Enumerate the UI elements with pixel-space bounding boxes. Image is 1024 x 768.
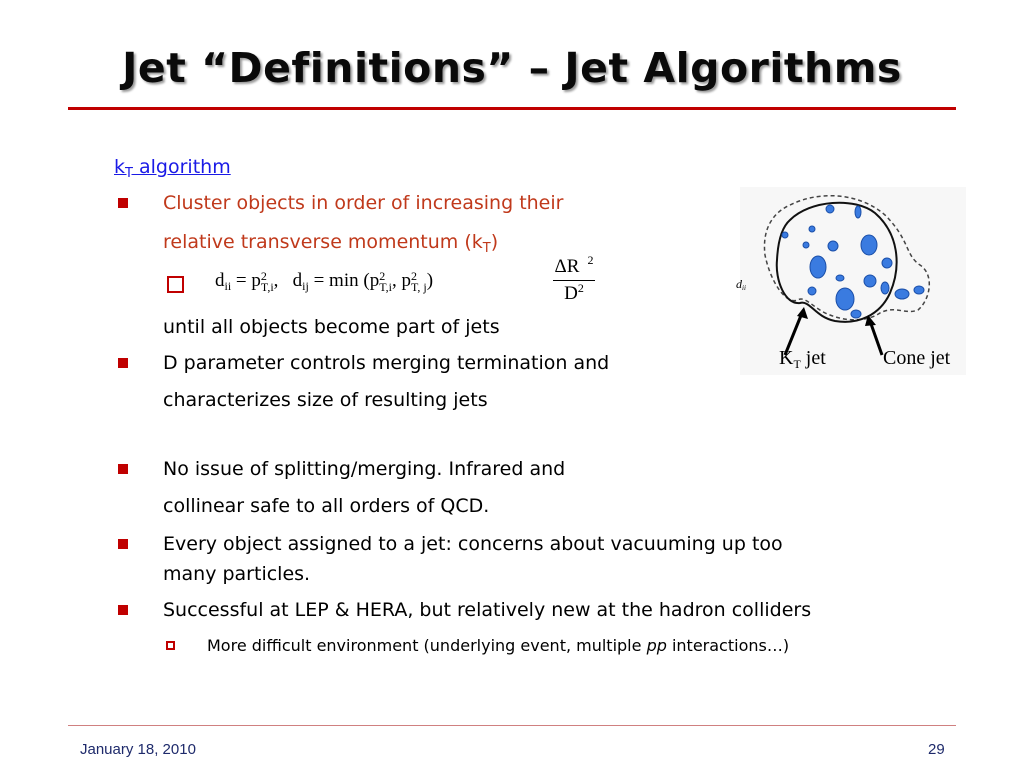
f-den-sup: 2: [577, 281, 584, 295]
f-den: D: [564, 283, 578, 304]
sub-b5-pre: More difficult environment (underlying event, multiple: [207, 636, 647, 655]
bullet-2-marker: [118, 358, 128, 368]
particle: [809, 226, 815, 232]
f-dij-sub: ij: [302, 279, 309, 293]
particle: [808, 287, 816, 295]
particle: [836, 288, 854, 310]
f-eq1: = p: [235, 270, 261, 291]
f-num-sup: 2: [587, 253, 594, 267]
bullet-4-marker: [118, 539, 128, 549]
particle: [826, 205, 834, 213]
sub-b5-em: pp: [646, 636, 667, 655]
bullet-4-line-2: many particles.: [163, 563, 311, 585]
f-sub-ti: T,i: [260, 279, 274, 294]
particle: [882, 258, 892, 268]
f-sub-tj: T, j: [410, 279, 427, 294]
particle: [803, 242, 809, 248]
bullet-5-marker: [118, 605, 128, 615]
particle: [895, 289, 909, 299]
heading-sub: T: [125, 166, 133, 181]
heading-k: k: [114, 156, 126, 178]
particle: [855, 206, 861, 218]
bullet-3-marker: [118, 464, 128, 474]
bullet-1-line-2: [163, 230, 498, 261]
sub-b5-post: interactions…): [666, 636, 790, 655]
cone-jet-label: Cone jet: [883, 347, 951, 369]
bullet-1-line-3: until all objects become part of jets: [163, 316, 500, 338]
kt-algorithm-heading[interactable]: [114, 155, 231, 186]
bullet-5-line-1: Successful at LEP & HERA, but relatively new at the hadron colliders: [163, 599, 812, 621]
kt-label-rest: jet: [800, 347, 826, 369]
particle: [864, 275, 876, 287]
particle: [828, 241, 838, 251]
dii-label-sub: ii: [742, 284, 746, 292]
particle: [810, 256, 826, 278]
dii-label-d: d: [736, 277, 742, 291]
f-sup2c: 2: [410, 268, 417, 283]
b1-line2-sub: T: [482, 241, 491, 256]
slide-title: Jet “Definitions” – Jet Algorithms: [122, 44, 902, 92]
bullet-1-marker: [118, 198, 128, 208]
dii-label: [736, 277, 746, 292]
f-eq2: = min (p: [313, 270, 380, 291]
particle: [861, 235, 877, 255]
kt-label-k: K: [779, 347, 794, 369]
f-dii: d: [215, 270, 225, 291]
f-sup2a: 2: [260, 268, 267, 283]
bullet-2-line-1: D parameter controls merging termination and: [163, 352, 610, 374]
b1-line2-post: ): [490, 231, 499, 253]
footer-date: January 18, 2010: [80, 741, 196, 758]
particle: [881, 282, 889, 294]
page-number: 29: [928, 741, 945, 758]
formula-kt-distance: [215, 270, 433, 294]
bullet-2-line-2: characterizes size of resulting jets: [163, 389, 488, 411]
f-dii-sub: ii: [224, 279, 232, 293]
f-mid: , p: [391, 270, 411, 291]
title-divider: [68, 107, 956, 110]
f-close: ): [426, 270, 434, 291]
f-sup2b: 2: [379, 268, 386, 283]
particle: [836, 275, 844, 281]
kt-jet-label: [779, 347, 826, 372]
bullet-1-line-1: Cluster objects in order of increasing their: [163, 192, 564, 214]
sub-bullet-marker: [166, 641, 175, 650]
footer-divider: [68, 725, 956, 726]
formula-fraction: [553, 253, 595, 305]
f-comma: ,: [273, 270, 279, 291]
f-sub-ti2: T,i: [379, 279, 392, 294]
particle: [782, 232, 788, 238]
sub-bullet-text: [207, 634, 789, 658]
heading-rest: algorithm: [132, 156, 231, 178]
kt-label-sub: T: [793, 357, 801, 371]
f-dij: d: [292, 270, 303, 291]
formula-checkbox-marker: [167, 276, 184, 293]
particle: [851, 310, 861, 318]
particle: [914, 286, 924, 294]
f-num: ΔR: [554, 256, 580, 277]
bullet-4-line-1: Every object assigned to a jet: concerns about vacuuming up too: [163, 533, 783, 555]
b1-line2-pre: relative transverse momentum (k: [163, 231, 483, 253]
bullet-3-line-1: No issue of splitting/merging. Infrared and: [163, 458, 566, 480]
bullet-3-line-2: collinear safe to all orders of QCD.: [163, 495, 490, 517]
